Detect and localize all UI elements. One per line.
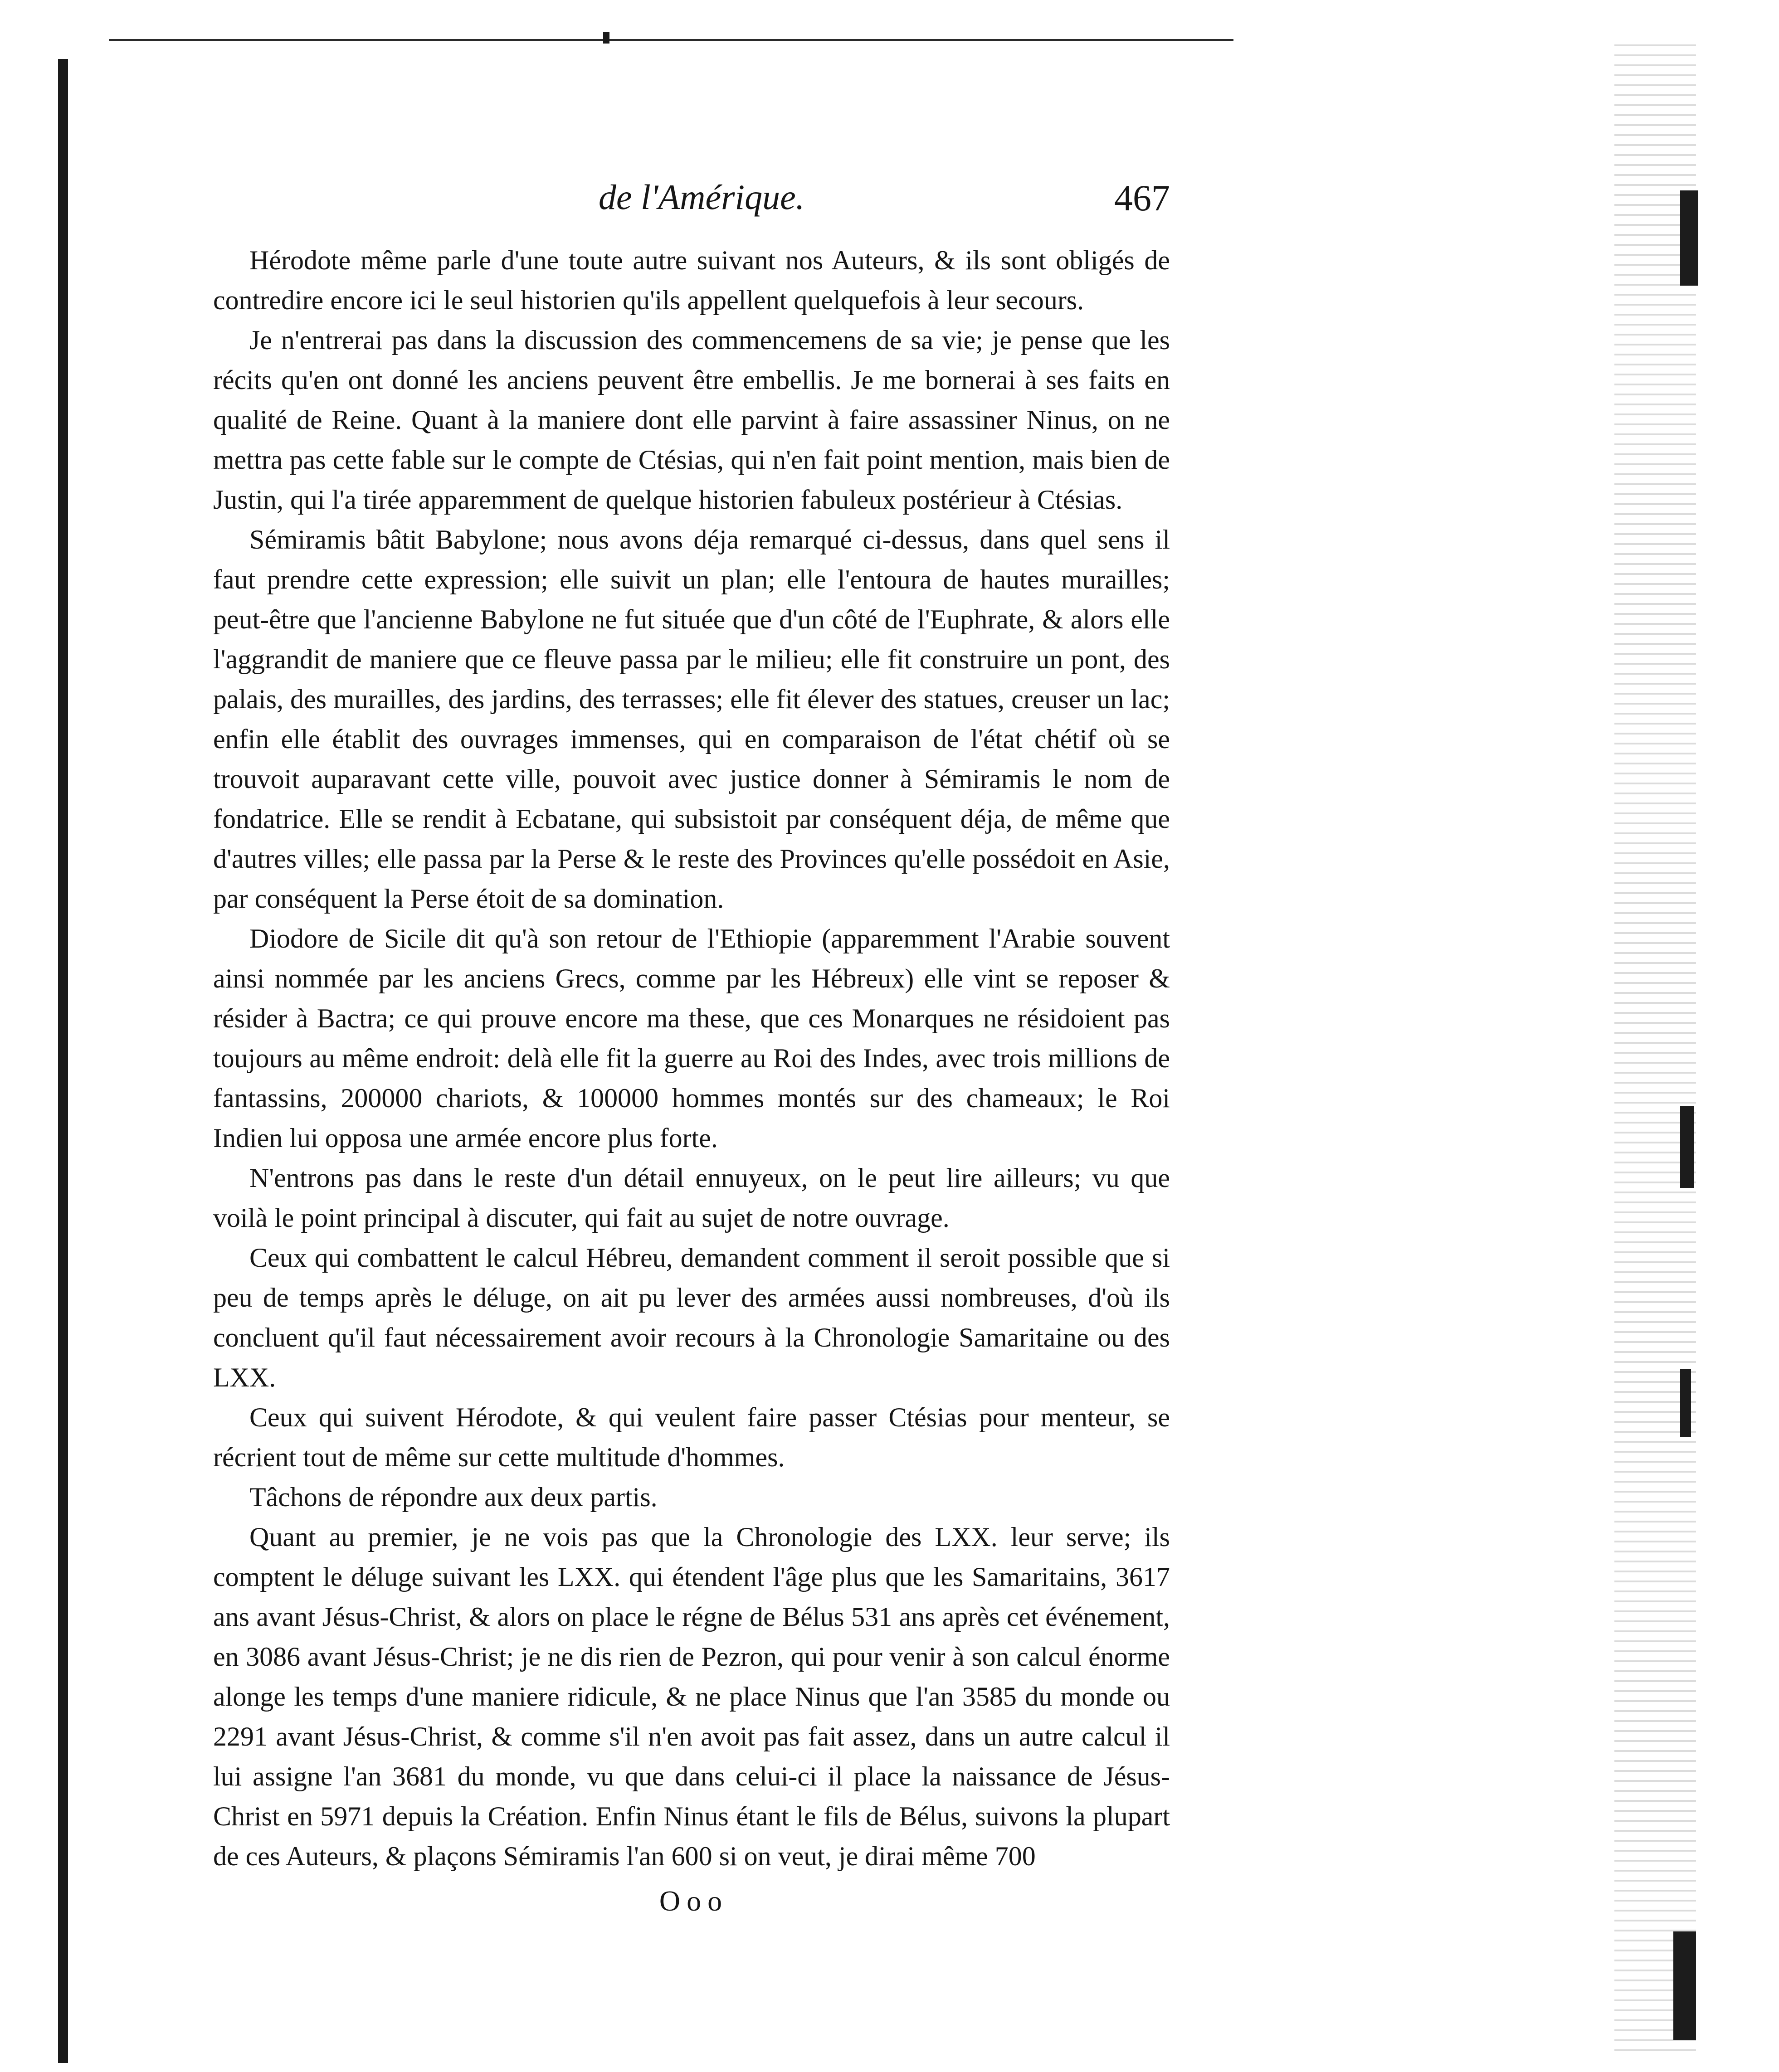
- edge-mark: [1673, 1931, 1696, 2040]
- top-rule-mark: [603, 32, 609, 44]
- page-content: [213, 168, 1170, 1918]
- paragraph: Hérodote même parle d'une toute autre suivant nos Auteurs, & ils sont obligés de contredire encore ici le seul historien qu'ils appellent quelquefois à leur secours.: [213, 245, 1170, 315]
- paragraph: Tâchons de répondre aux deux partis.: [249, 1482, 658, 1512]
- paragraph: Quant au premier, je ne vois pas que la Chronologie des LXX. leur serve; ils comptent le déluge suivant les LXX. qui étendent l'âge plus que les Samaritains, 3617 ans avant Jésus-Christ, & alors on place le régne de Bélus 531 ans après cet événement, en 3086 avant Jésus-Christ; je ne dis rien de Pezron, qui pour venir à son calcul énorme alonge les temps d'une maniere ridicule, & ne place Ninus que l'an 3585 du monde ou 2291 avant Jésus-Christ, & comme s'il n'en avoit pas fait assez, dans un autre calcul il lui assigne l'an 3681 du monde, vu que dans celui-ci il place la naissance de Jésus-Christ en 5971 depuis la Création. Enfin Ninus étant le fils de Bélus, suivons la plupart de ces Auteurs, & plaçons Sémiramis l'an 600 si on veut, je dirai même 700: [213, 1522, 1170, 1871]
- page-number: 467: [1114, 177, 1170, 219]
- paragraph: Sémiramis bâtit Babylone; nous avons déja remarqué ci-dessus, dans quel sens il faut prendre cette expression; elle suivit un plan; elle l'entoura de hautes murailles; peut-être que l'ancienne Babylone ne fut située que d'un côté de l'Euphrate, & alors elle l'aggrandit de maniere que ce fleuve passa par le milieu; elle fit construire un pont, des palais, des murailles, des jardins, des terrasses; elle fit élever des statues, creuser un lac; enfin elle établit des ouvrages immenses, qui en comparaison de l'état chétif où se trouvoit auparavant cette ville, pouvoit avec justice donner à Sémiramis le nom de fondatrice. Elle se rendit à Ecbatane, qui subsistoit par conséquent déja, de même que d'autres villes; elle passa par la Perse & le reste des Provinces qu'elle possédoit en Asie, par conséquent la Perse étoit de sa domination.: [213, 525, 1170, 914]
- paragraph: Ceux qui suivent Hérodote, & qui veulent faire passer Ctésias pour menteur, se récrient tout de même sur cette multitude d'hommes.: [213, 1402, 1170, 1472]
- paragraph: Diodore de Sicile dit qu'à son retour de l'Ethiopie (apparemment l'Arabie souvent ainsi nommée par les anciens Grecs, comme par les Hébreux) elle vint se reposer & résider à Bactra; ce qui prouve encore ma these, que ces Monarques ne résidoient pas toujours au même endroit: delà elle fit la guerre au Roi des Indes, avec trois millions de fantassins, 200000 chariots, & 100000 hommes montés sur des chameaux; le Roi Indien lui opposa une armée encore plus forte.: [213, 924, 1170, 1153]
- binding-shadow: [58, 59, 68, 2063]
- paragraph: Ceux qui combattent le calcul Hébreu, demandent comment il seroit possible que si peu de temps après le déluge, on ait pu lever des armées aussi nombreuses, d'où ils concluent qu'il faut nécessairement avoir recours à la Chronologie Samaritaine ou des LXX.: [213, 1243, 1170, 1392]
- top-rule-line: [109, 39, 1233, 41]
- edge-mark: [1680, 190, 1698, 286]
- body-text: [213, 240, 1170, 1876]
- signature-mark: Ooo: [659, 1885, 729, 1917]
- edge-mark: [1680, 1369, 1691, 1437]
- paragraph: N'entrons pas dans le reste d'un détail ennuyeux, on le peut lire ailleurs; vu que voilà le point principal à discuter, qui fait au sujet de notre ouvrage.: [213, 1163, 1170, 1233]
- running-title: de l'Amérique.: [599, 177, 805, 217]
- page-header: [213, 168, 1170, 240]
- edge-mark: [1680, 1106, 1694, 1188]
- page-edge-shadow: [1614, 36, 1696, 2058]
- paragraph: Je n'entrerai pas dans la discussion des commencemens de sa vie; je pense que les récits qu'en ont donné les anciens peuvent être embellis. Je me bornerai à ses faits en qualité de Reine. Quant à la maniere dont elle parvint à faire assassiner Ninus, on ne mettra pas cette fable sur le compte de Ctésias, qui n'en fait point mention, mais bien de Justin, qui l'a tirée apparemment de quelque historien fabuleux postérieur à Ctésias.: [213, 325, 1170, 515]
